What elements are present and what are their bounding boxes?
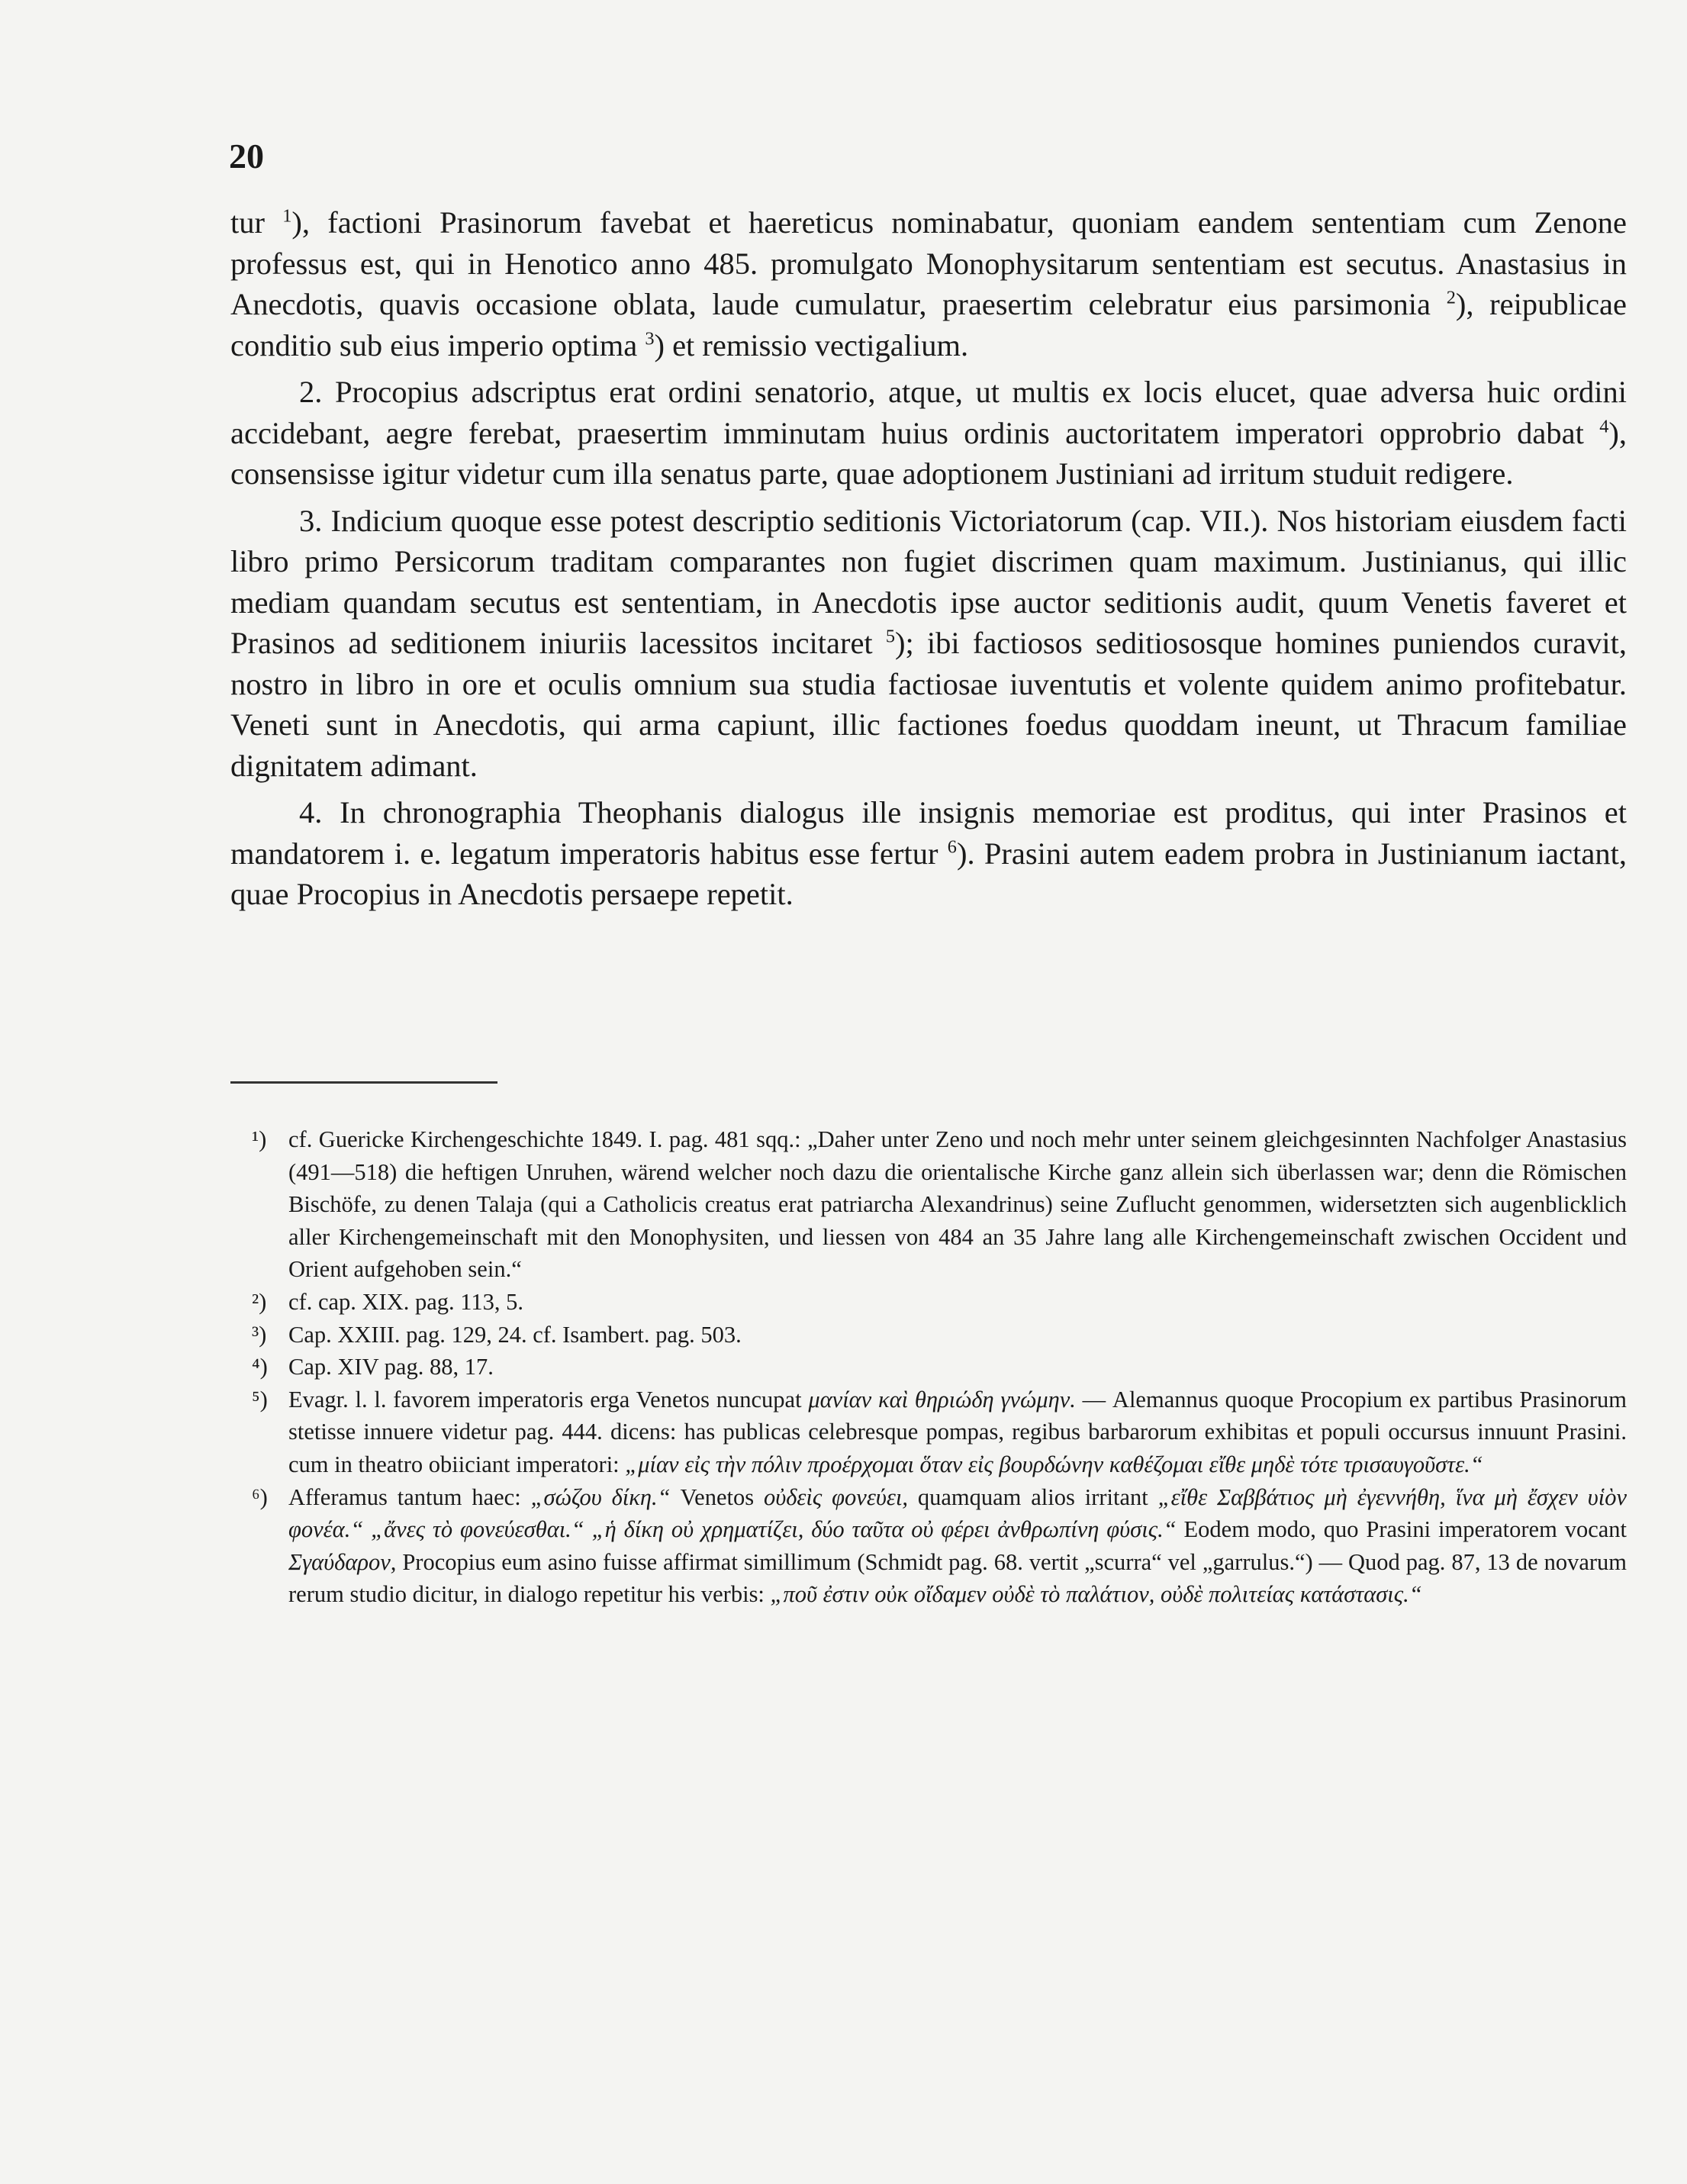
footnote-5-greek-1: μανίαν καὶ θηριώδη γνώμην. <box>808 1386 1076 1413</box>
footnote-divider <box>230 1081 497 1084</box>
footnote-1-mark: ¹) <box>252 1126 267 1152</box>
paragraph-2 <box>230 372 1627 494</box>
paragraph-1-text-d: ) et remissio vectigalium. <box>654 327 969 362</box>
footnote-1 <box>252 1123 1627 1286</box>
footnote-5-greek-2: „μίαν εἰς τὴν πόλιν προέρχομαι ὅταν εἰς βουρδώνην καθέζομαι εἴθε μηδὲ τότε τρισαυγοῦστε.“ <box>625 1451 1483 1477</box>
paragraph-1-text-c: ), reipublicae conditio sub eius imperio optima <box>230 287 1627 362</box>
paragraph-1 <box>230 202 1627 366</box>
footnote-ref-6[interactable]: 6 <box>947 836 957 857</box>
footnote-2 <box>252 1286 1627 1319</box>
footnote-5-text-a: Evagr. l. l. favorem imperatoris erga Venetos nuncupat <box>288 1386 802 1413</box>
paragraph-3-text-a: 3. Indicium quoque esse potest descriptio seditionis Victoriatorum (cap. VII.). Nos historiam eiusdem facti libro primo Persicorum traditam comparantes non fugiet discrimen quam maximum. Justinianus, qui illic mediam quandam secutus est sententiam, in Anecdotis ipse auctor seditionis audit, quum Venetis faveret et Prasinos ad seditionem iniuriis lacessitos incitaret <box>230 503 1627 660</box>
footnote-6-text <box>288 1481 1627 1611</box>
footnote-6-greek-1: „σώζου δίκη.“ <box>530 1483 671 1510</box>
footnote-6-greek-2: οὐδεὶς φονεύει, <box>763 1483 908 1510</box>
footnote-5-text <box>288 1384 1627 1481</box>
footnote-6-text-e: Procopius eum asino fuisse affirmat simillimum (Schmidt pag. 68. vertit „scurra“ vel „garrulus.“) — Quod pag. 87, 13 de novarum rerum studio dicitur, in dialogo repetitur his verbis: <box>288 1548 1627 1608</box>
paragraph-3 <box>230 501 1627 787</box>
footnote-2-mark: ²) <box>252 1288 267 1315</box>
page-number: 20 <box>229 137 264 176</box>
footnote-ref-5[interactable]: 5 <box>885 626 896 647</box>
paragraph-4-text-b: ). Prasini autem eadem probra in Justinianum iactant, quae Procopius in Anecdotis persaepe repetit. <box>230 836 1627 911</box>
footnote-3-mark: ³) <box>252 1321 267 1348</box>
footnote-4-text: Cap. XIV pag. 88, 17. <box>288 1354 494 1380</box>
footnote-6-greek-5: „ποῦ ἐστιν οὐκ οἴδαμεν οὐδὲ τὸ παλάτιον, οὐδὲ πολιτείας κατάστασις.“ <box>770 1581 1422 1608</box>
footnote-3 <box>252 1319 1627 1351</box>
footnote-6-text-d: Eodem modo, quo Prasini imperatorem vocant <box>1183 1516 1627 1543</box>
footnote-6-text-b: Venetos <box>680 1483 755 1510</box>
footnote-5 <box>252 1384 1627 1481</box>
footnote-1-text: cf. Guericke Kirchengeschichte 1849. I. pag. 481 sqq.: „Daher unter Zeno und noch mehr unter seinem gleichgesinnten Nachfolger Anastasius (491—518) die heftigen Unruhen, wärend welcher noch dazu die orientalische Kirche ganz allein sich überlassen war; denn die Römischen Bischöfe, zu denen Talaja (qui a Catholicis creatus erat patriarcha Alexandrinus) seine Zuflucht genommen, widersetzten sich augenblicklich aller Kirchengemeinschaft mit den Monophysiten, und liessen von 484 an 35 Jahre lang alle Kirchengemeinschaft zwischen Occident und Orient aufgehoben sein.“ <box>288 1126 1627 1283</box>
paragraph-2-text-b: ), consensisse igitur videtur cum illa senatus parte, quae adoptionem Justiniani ad irritum studuit redigere. <box>230 415 1627 491</box>
footnote-ref-3[interactable]: 3 <box>645 328 655 349</box>
footnote-ref-2[interactable]: 2 <box>1446 287 1456 308</box>
paragraph-4 <box>230 792 1627 915</box>
paragraph-1-text-a: tur <box>230 205 265 240</box>
footnote-6-greek-3: „εἴθε Σαββάτιος μὴ ἐγεννήθη, ἵνα μὴ ἔσχεν υἱὸν φονέα.“ „ἄνες τὸ φονεύεσθαι.“ „ἡ δίκη οὐ χρηματίζει, δύο ταῦτα οὐ φέρει ἀνθρωπίνη φύσις.“ <box>288 1483 1627 1543</box>
footnote-5-mark: ⁵) <box>252 1386 268 1413</box>
footnote-6-mark: ⁶) <box>252 1483 268 1510</box>
footnote-6 <box>252 1481 1627 1611</box>
paragraph-3-text-b: ); ibi factiosos seditiososque homines puniendos curavit, nostro in libro in ore et oculis omnium sua studia factiosae iuventutis et volente quidem animo profitebatur. Veneti sunt in Anecdotis, qui arma capiunt, illic factiones foedus quoddam ineunt, ut Thracum familiae dignitatem adimant. <box>230 626 1627 783</box>
paragraph-1-text-b: ), factioni Prasinorum favebat et haereticus nominabatur, quoniam eandem sententiam cum Zenone professus est, qui in Henotico anno 485. promulgato Monophysitarum sententiam est secutus. Anastasius in Anecdotis, quavis occasione oblata, laude cumulatur, praesertim celebratur eius parsimonia <box>230 205 1627 321</box>
footnote-2-text: cf. cap. XIX. pag. 113, 5. <box>288 1288 524 1315</box>
footnote-3-text: Cap. XXIII. pag. 129, 24. cf. Isambert. pag. 503. <box>288 1321 742 1348</box>
footnote-6-text-c: quamquam alios irritant <box>917 1483 1148 1510</box>
footnote-5-text-b: — Alemannus quoque Procopium ex partibus Prasinorum stetisse innuere videtur pag. 444. dicens: has publicas celebresque pompas, regibus barbarorum exhibitas et populi occursus innuunt Prasini. cum in theatro obiiciant imperatori: <box>288 1386 1627 1477</box>
footnotes <box>252 1123 1627 1611</box>
footnote-6-greek-4: Σγαύδαρον, <box>288 1548 397 1575</box>
footnote-4 <box>252 1351 1627 1384</box>
paragraph-4-text-a: 4. In chronographia Theophanis dialogus ille insignis memoriae est proditus, qui inter Prasinos et mandatorem i. e. legatum imperatoris habitus esse fertur <box>230 795 1627 871</box>
footnote-ref-1[interactable]: 1 <box>282 205 292 227</box>
main-text <box>230 202 1627 921</box>
footnote-6-text-a: Afferamus tantum haec: <box>288 1483 521 1510</box>
footnote-ref-4[interactable]: 4 <box>1599 416 1609 436</box>
paragraph-2-text-a: 2. Procopius adscriptus erat ordini senatorio, atque, ut multis ex locis elucet, quae adversa huic ordini accidebant, aegre ferebat, praesertim imminutam huius ordinis auctoritatem imperatori opprobrio dabat <box>230 375 1627 450</box>
footnote-4-mark: ⁴) <box>252 1354 268 1380</box>
